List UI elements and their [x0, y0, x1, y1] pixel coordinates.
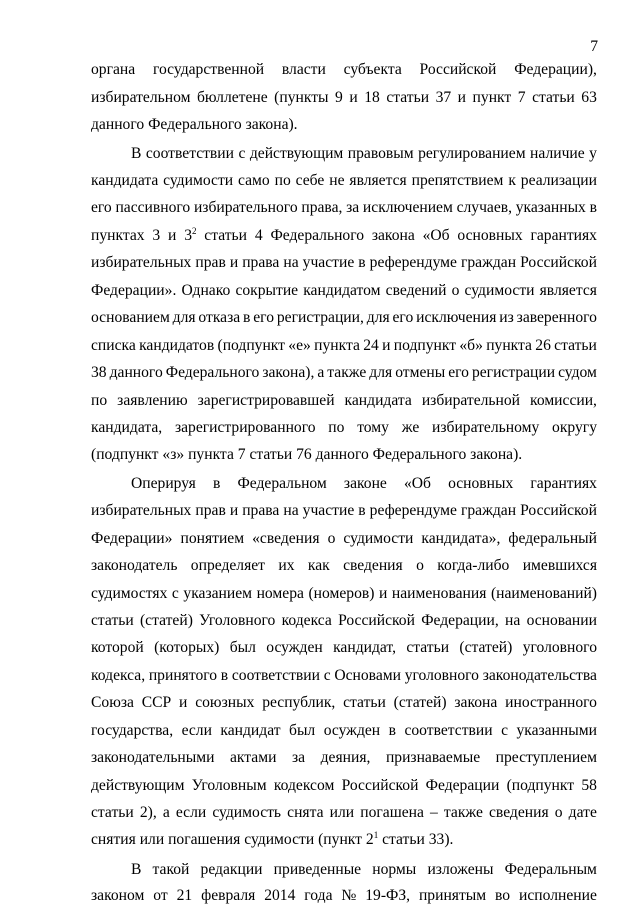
- text-line: избирательных прав и права на участие в референдуме граждан Российской: [91, 502, 597, 519]
- text-line: действующим Уголовным кодексом Российской Федерации (подпункт 58: [91, 777, 597, 794]
- text-line: по заявлению зарегистрировавшей кандидата избирательной комиссии,: [91, 392, 597, 409]
- text-line: законом от 21 февраля 2014 года № 19-ФЗ, принятым во исполнение: [91, 887, 597, 904]
- text-line: кандидата, зарегистрированного по тому же избирательному округу: [91, 419, 597, 436]
- text-line: Федерации» понятием «сведения о судимости кандидата», федеральный: [91, 530, 597, 547]
- text-line: Оперируя в Федеральном законе «Об основных гарантиях: [131, 475, 597, 492]
- text-line: данного Федерального закона).: [91, 116, 298, 133]
- text-line: пунктах 3 и $3^2$ статьи 4 Федерального закона «Об основных гарантиях: [91, 226, 597, 244]
- text-line: законодатель определяет их как сведения о когда-либо имевшихся: [91, 557, 597, 574]
- text-line: законодательными актами за деяния, признаваемые преступлением: [91, 749, 597, 766]
- text-line: списка кандидатов (подпункт «е» пункта 24 и подпункт «б» пункта 26 статьи: [91, 337, 597, 354]
- text-line: (подпункт «з» пункта 7 статьи 76 данного Федерального закона).: [91, 446, 523, 463]
- text-line: статьи 2), а если судимость снята или погашена – также сведения о дате: [91, 804, 597, 821]
- text-line: кодекса, принятого в соответствии с Основами уголовного законодательства: [91, 667, 597, 684]
- text-line: избирательных прав и права на участие в референдуме граждан Российской: [91, 254, 597, 271]
- text-line: судимостях с указанием номера (номеров) и наименования (наименований): [91, 585, 597, 602]
- text-line: 38 данного Федерального закона), а также для отмены его регистрации судом: [91, 364, 597, 381]
- text-line: снятия или погашения судимости (пункт $2^1$ статьи 33).: [91, 830, 454, 848]
- text-line: Федерации». Однако сокрытие кандидатом сведений о судимости является: [91, 282, 597, 299]
- text-line: В такой редакции приведенные нормы изложены Федеральным: [131, 861, 597, 878]
- text-line: которой (которых) был осужден кандидат, статьи (статей) уголовного: [91, 639, 597, 656]
- text-line: избирательном бюллетене (пункты 9 и 18 статьи 37 и пункт 7 статьи 63: [91, 89, 597, 106]
- text-line: В соответствии с действующим правовым регулированием наличие у: [131, 145, 597, 162]
- text-line: его пассивного избирательного права, за исключением случаев, указанных в: [91, 199, 597, 216]
- text-line: статьи (статей) Уголовного кодекса Российской Федерации, на основании: [91, 612, 597, 629]
- text-line: Союза ССР и союзных республик, статьи (статей) закона иностранного: [91, 694, 597, 711]
- text-line: государства, если кандидат был осужден в соответствии с указанными: [91, 722, 597, 739]
- text-line: органа государственной власти субъекта Российской Федерации),: [91, 61, 597, 78]
- text-line: основанием для отказа в его регистрации, для его исключения из заверенного: [91, 309, 597, 326]
- text-line: кандидата судимости само по себе не является препятствием к реализации: [91, 172, 597, 189]
- page-number: 7: [590, 38, 598, 55]
